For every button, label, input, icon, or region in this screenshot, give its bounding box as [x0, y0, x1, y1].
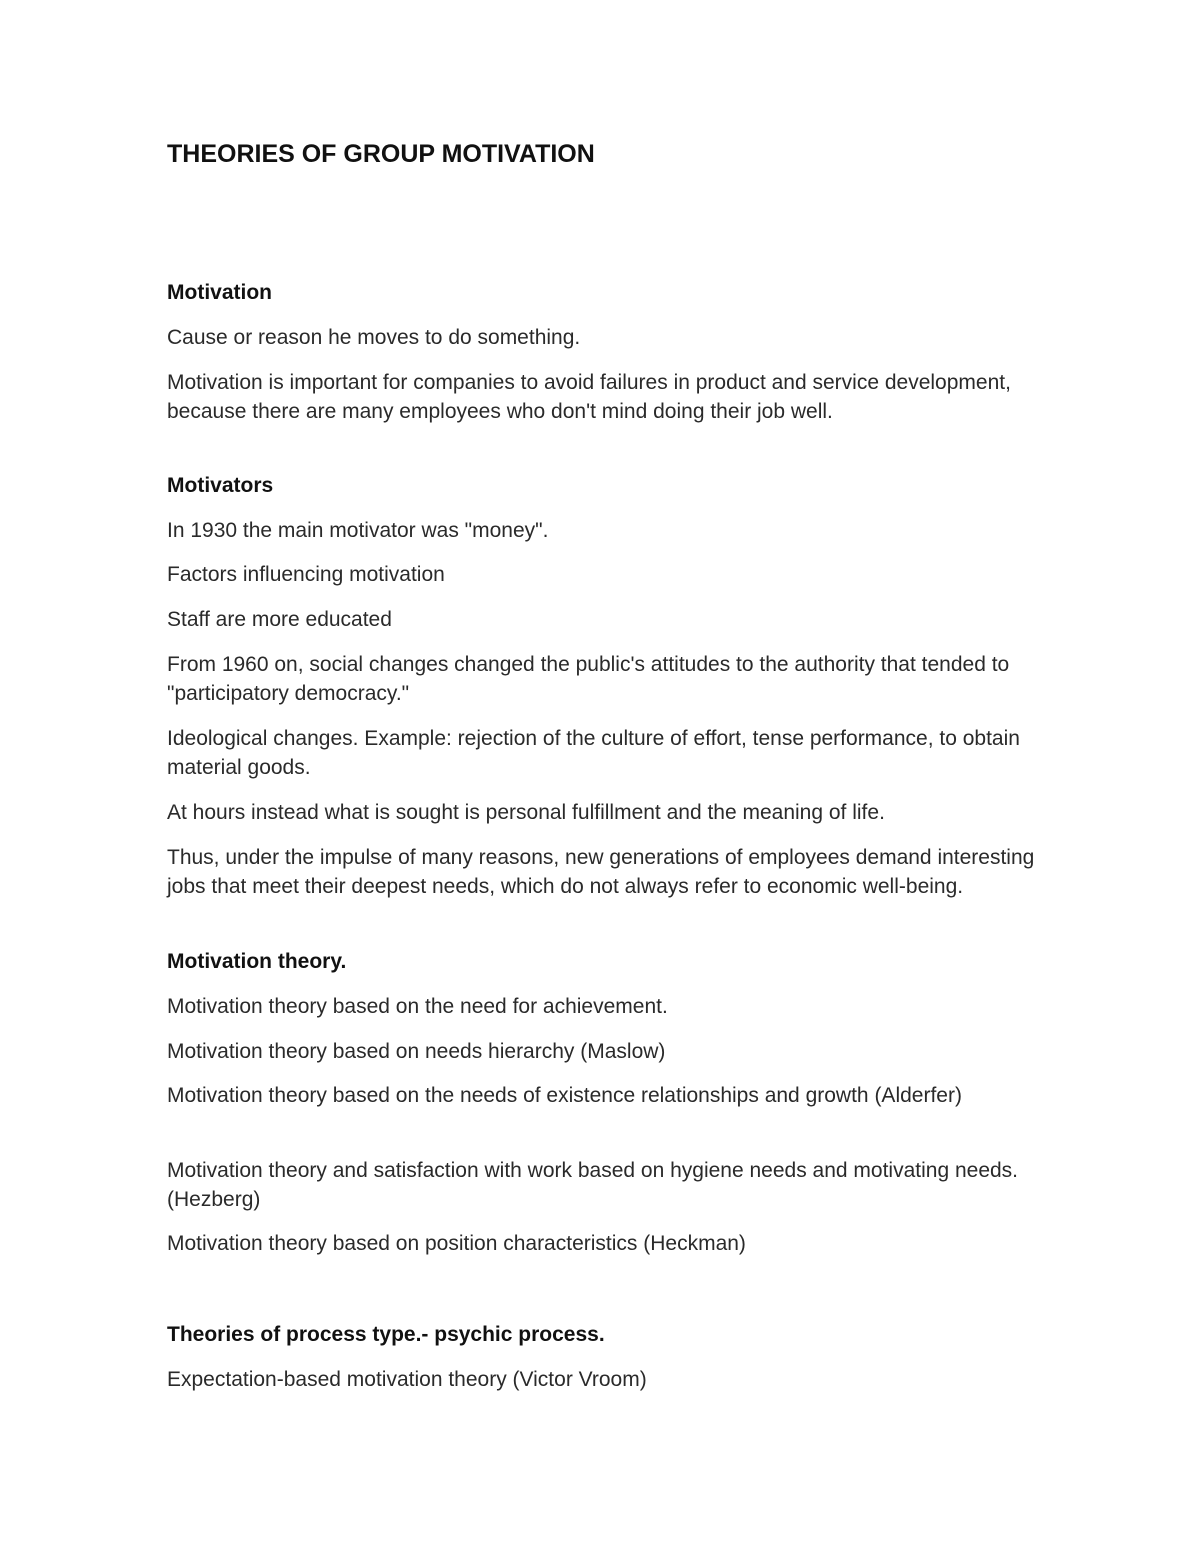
section-heading-motivators: Motivators — [167, 474, 274, 497]
paragraph: Motivation is important for companies to avoid failures in product and service development, because there are many employees who don't mind doing their job well. — [167, 371, 1011, 423]
paragraph: Thus, under the impulse of many reasons, new generations of employees demand interesting jobs that meet their deepest needs, which do not always refer to economic well-being. — [167, 846, 1035, 898]
paragraph: Expectation-based motivation theory (Victor Vroom) — [167, 1368, 647, 1391]
paragraph: Staff are more educated — [167, 608, 392, 631]
section-heading-process-theories: Theories of process type.- psychic process. — [167, 1323, 605, 1346]
paragraph: Factors influencing motivation — [167, 563, 445, 586]
paragraph: Ideological changes. Example: rejection of the culture of effort, tense performance, to obtain material goods. — [167, 727, 1020, 779]
paragraph: From 1960 on, social changes changed the public's attitudes to the authority that tended to "participatory democracy." — [167, 653, 1010, 705]
paragraph: Motivation theory and satisfaction with work based on hygiene needs and motivating needs. (Hezberg) — [167, 1159, 1019, 1211]
section-heading-motivation: Motivation — [167, 281, 272, 304]
paragraph: Motivation theory based on the need for achievement. — [167, 995, 668, 1018]
paragraph: Motivation theory based on position characteristics (Heckman) — [167, 1232, 746, 1255]
section-heading-motivation-theory: Motivation theory. — [167, 950, 347, 973]
paragraph: Cause or reason he moves to do something. — [167, 326, 581, 349]
paragraph: Motivation theory based on needs hierarchy (Maslow) — [167, 1040, 666, 1063]
paragraph: In 1930 the main motivator was "money". — [167, 519, 549, 542]
document-title: THEORIES OF GROUP MOTIVATION — [167, 140, 595, 168]
paragraph: At hours instead what is sought is personal fulfillment and the meaning of life. — [167, 801, 885, 824]
paragraph: Motivation theory based on the needs of existence relationships and growth (Alderfer) — [167, 1084, 962, 1107]
